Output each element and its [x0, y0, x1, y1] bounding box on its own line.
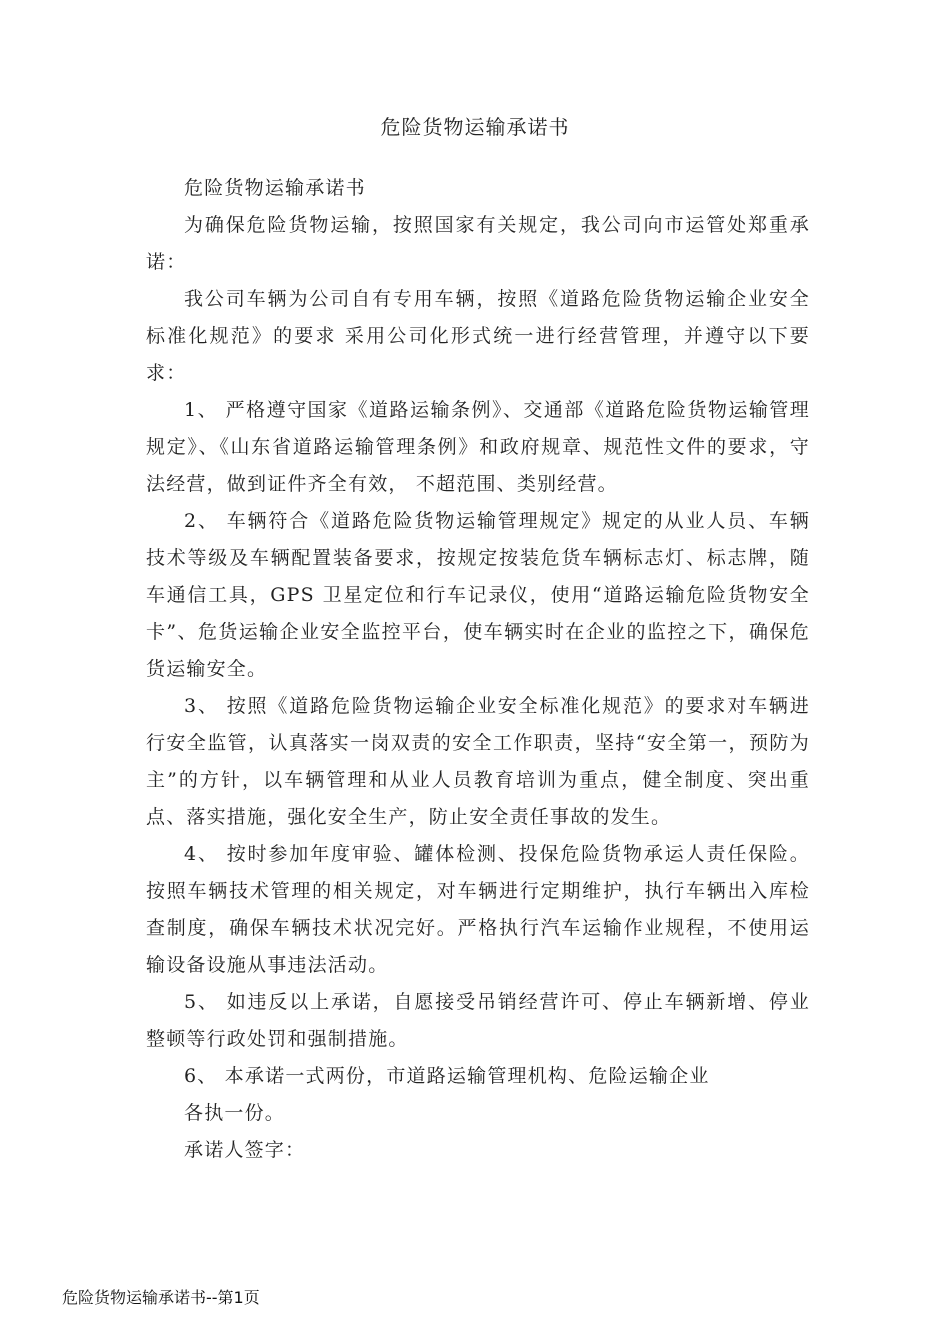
clause-6-continuation: 各执一份。: [184, 1102, 286, 1124]
clause-2: 2、 车辆符合《道路危险货物运输管理规定》规定的从业人员、车辆技术等级及车辆配置装备要求，按规定按装危货车辆标志灯、标志牌，随车通信工具，GPS 卫星定位和行车记录仪，使用“道路运输危险货物安全卡”、危货运输企业安全监控平台，使车辆实时在企业的监控之下，确保危货运输安全。: [146, 510, 810, 680]
scope-paragraph: 我公司车辆为公司自有专用车辆，按照《道路危险货物运输企业安全标准化规范》的要求 采用公司化形式统一进行经营管理，并遵守以下要求：: [146, 288, 810, 384]
clause-3: 3、 按照《道路危险货物运输企业安全标准化规范》的要求对车辆进行安全监管，认真落实一岗双责的安全工作职责，坚持“安全第一，预防为主”的方针，以车辆管理和从业人员教育培训为重点，健全制度、突出重点、落实措施，强化安全生产，防止安全责任事故的发生。: [146, 695, 810, 828]
document-body: [146, 170, 810, 1169]
intro-paragraph: 为确保危险货物运输，按照国家有关规定，我公司向市运管处郑重承诺：: [146, 214, 810, 273]
clause-4: 4、 按时参加年度审验、罐体检测、投保危险货物承运人责任保险。按照车辆技术管理的相关规定，对车辆进行定期维护，执行车辆出入库检查制度，确保车辆技术状况完好。严格执行汽车运输作业规程，不使用运输设备设施从事违法活动。: [146, 843, 810, 976]
signature-line: 承诺人签字：: [184, 1139, 306, 1161]
clause-1: 1、 严格遵守国家《道路运输条例》、交通部《道路危险货物运输管理规定》、《山东省道路运输管理条例》和政府规章、规范性文件的要求，守法经营，做到证件齐全有效， 不超范围、类别经营。: [146, 399, 810, 495]
document-title: 危险货物运输承诺书: [380, 115, 570, 139]
page-footer: 危险货物运输承诺书--第1页: [62, 1288, 260, 1307]
clause-6: 6、 本承诺一式两份，市道路运输管理机构、危险运输企业: [184, 1065, 710, 1087]
clause-5: 5、 如违反以上承诺，自愿接受吊销经营许可、停止车辆新增、停业整顿等行政处罚和强制措施。: [146, 991, 810, 1050]
body-heading: 危险货物运输承诺书: [184, 177, 366, 199]
